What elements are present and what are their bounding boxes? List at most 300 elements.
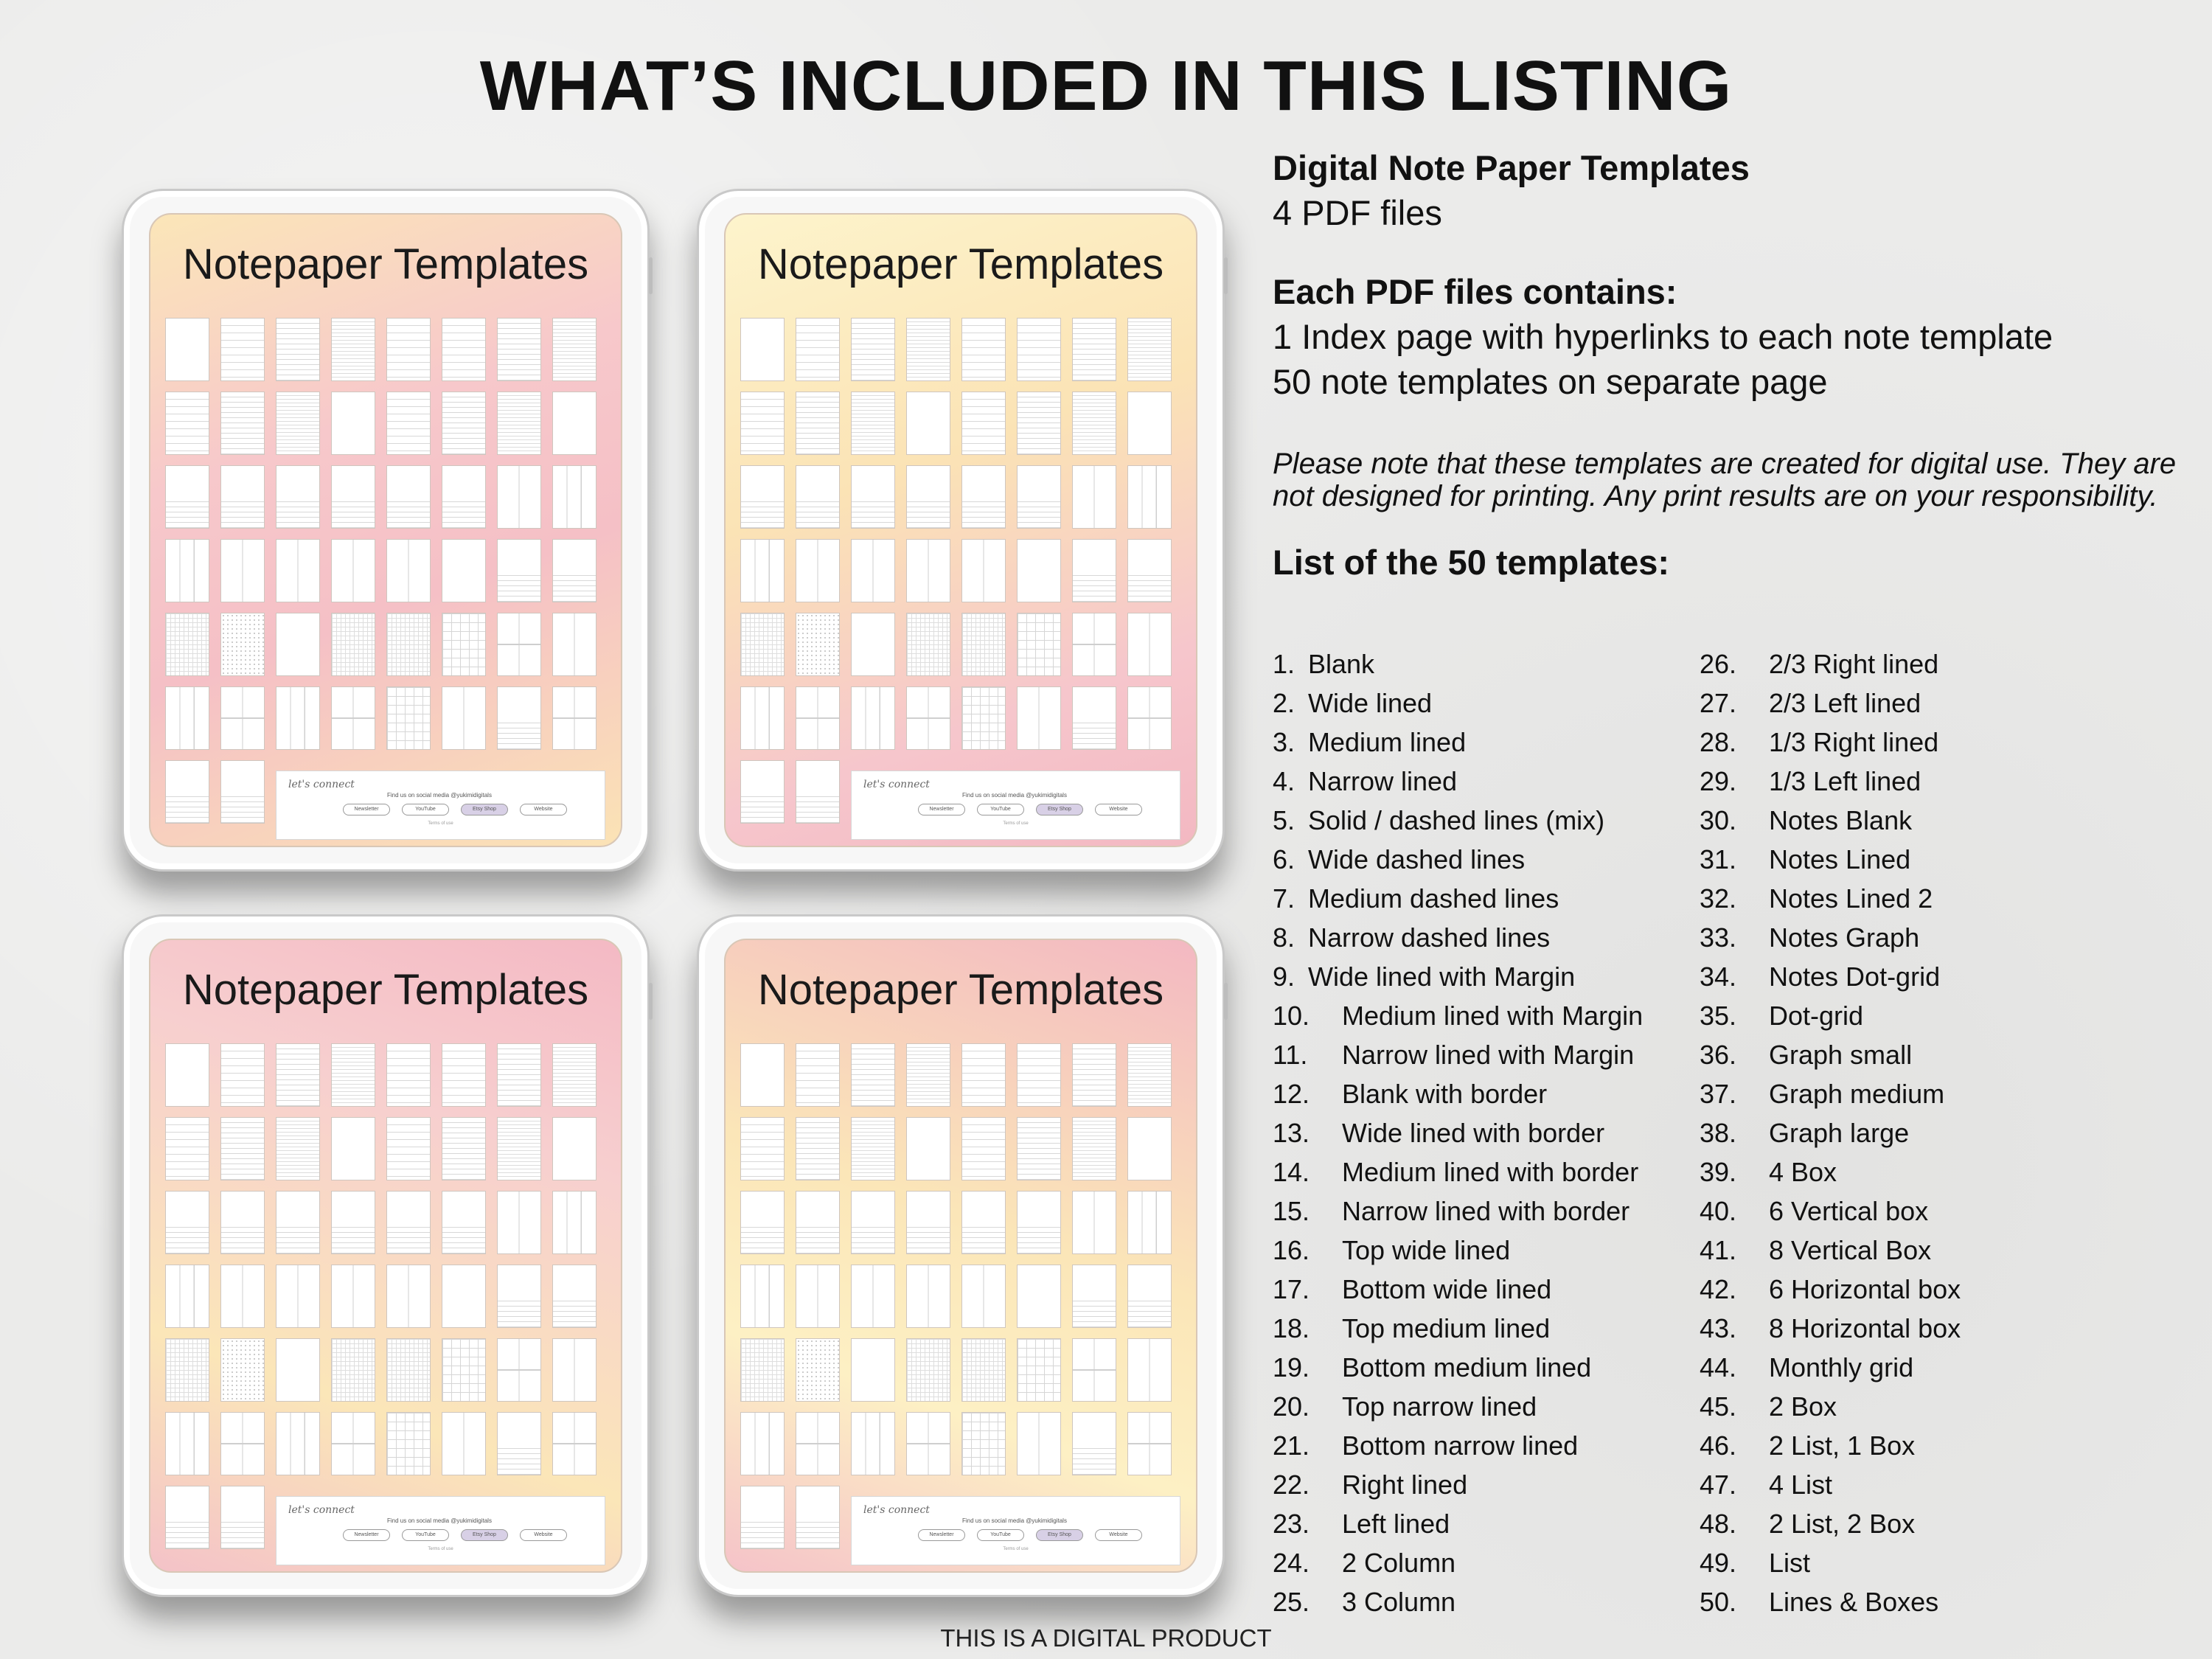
template-thumbnail[interactable] <box>1017 318 1061 381</box>
template-thumbnail[interactable] <box>497 686 541 750</box>
template-thumbnail[interactable] <box>552 539 597 602</box>
template-thumbnail[interactable] <box>386 1412 431 1475</box>
tablet-screen <box>149 213 622 847</box>
template-thumbnail[interactable] <box>796 686 840 750</box>
template-name: Medium lined with Margin <box>1342 1001 1644 1031</box>
template-thumbnail[interactable] <box>276 318 320 381</box>
template-thumbnail[interactable] <box>276 1338 320 1402</box>
template-thumbnail[interactable] <box>740 760 785 824</box>
terms-of-use: Terms of use <box>1003 1547 1029 1551</box>
tablet-title: Notepaper Templates <box>757 966 1164 1014</box>
template-thumbnail[interactable] <box>851 392 895 455</box>
template-thumbnail[interactable] <box>851 686 895 750</box>
template-thumbnail[interactable] <box>276 1191 320 1254</box>
etsy-shop-button[interactable]: Etsy Shop <box>1036 1529 1083 1541</box>
template-thumbnail[interactable] <box>165 760 209 824</box>
template-thumbnail[interactable] <box>165 1191 209 1254</box>
template-thumbnail[interactable] <box>386 613 431 676</box>
template-thumbnail[interactable] <box>961 1338 1006 1402</box>
template-thumbnail[interactable] <box>740 1117 785 1180</box>
website-button[interactable]: Website <box>1095 1529 1142 1541</box>
template-thumbnail[interactable] <box>961 392 1006 455</box>
template-list-item <box>1700 801 1961 840</box>
template-list-item <box>1700 723 1961 762</box>
template-thumbnail[interactable] <box>1072 318 1116 381</box>
template-thumbnail[interactable] <box>276 539 320 602</box>
template-thumbnail[interactable] <box>906 539 950 602</box>
template-number: 33. <box>1700 922 1737 953</box>
template-thumbnail[interactable] <box>740 686 785 750</box>
template-thumbnail[interactable] <box>331 1412 375 1475</box>
template-thumbnail[interactable] <box>220 318 265 381</box>
template-thumbnail[interactable] <box>220 1265 265 1328</box>
template-number: 40. <box>1700 1196 1737 1226</box>
template-thumbnail[interactable] <box>442 1191 486 1254</box>
template-thumbnail[interactable] <box>220 1412 265 1475</box>
template-number: 27. <box>1700 688 1737 718</box>
template-name: Medium lined with border <box>1342 1157 1639 1187</box>
template-name: Wide lined <box>1308 688 1433 718</box>
usage-note-line: not designed for printing. Any print results are on your responsibility. <box>1273 480 2158 512</box>
template-name: Notes Blank <box>1769 805 1913 835</box>
template-list-item <box>1700 1543 1961 1582</box>
template-thumbnail[interactable] <box>740 539 785 602</box>
template-name: 4 Box <box>1769 1157 1837 1187</box>
template-thumbnail[interactable] <box>552 392 597 455</box>
tablet-title: Notepaper Templates <box>182 240 589 288</box>
template-thumbnail[interactable] <box>220 1338 265 1402</box>
template-thumbnail[interactable] <box>165 1117 209 1180</box>
template-thumbnail[interactable] <box>1127 613 1172 676</box>
template-name: Narrow lined with Margin <box>1342 1040 1635 1070</box>
template-thumbnail[interactable] <box>740 1191 785 1254</box>
template-thumbnail[interactable] <box>165 1338 209 1402</box>
template-thumbnail[interactable] <box>1127 539 1172 602</box>
template-thumbnail[interactable] <box>1127 392 1172 455</box>
template-thumbnail[interactable] <box>851 465 895 529</box>
template-list-item <box>1273 1582 1643 1621</box>
template-thumbnail[interactable] <box>497 392 541 455</box>
template-thumbnail[interactable] <box>906 465 950 529</box>
template-thumbnail[interactable] <box>796 1117 840 1180</box>
tablet-title: Notepaper Templates <box>757 240 1164 288</box>
template-thumbnail[interactable] <box>331 1043 375 1107</box>
template-number: 13. <box>1273 1118 1310 1148</box>
template-number: 50. <box>1700 1587 1737 1617</box>
template-thumbnail[interactable] <box>740 1486 785 1549</box>
template-name: Narrow dashed lines <box>1308 922 1551 953</box>
newsletter-button[interactable]: Newsletter <box>918 1529 965 1541</box>
website-button[interactable]: Website <box>520 1529 567 1541</box>
template-thumbnail[interactable] <box>851 1117 895 1180</box>
template-thumbnail[interactable] <box>331 392 375 455</box>
footer-script: let's connect <box>288 779 355 790</box>
template-thumbnail[interactable] <box>1072 465 1116 529</box>
template-thumbnail[interactable] <box>961 1117 1006 1180</box>
template-thumbnail[interactable] <box>961 1043 1006 1107</box>
template-thumbnail[interactable] <box>497 1412 541 1475</box>
template-thumbnail[interactable] <box>552 613 597 676</box>
template-thumbnail[interactable] <box>851 1265 895 1328</box>
template-thumbnail[interactable] <box>276 686 320 750</box>
template-thumbnail[interactable] <box>1072 539 1116 602</box>
template-name: 1/3 Left lined <box>1769 766 1921 796</box>
etsy-shop-button[interactable]: Etsy Shop <box>461 1529 508 1541</box>
website-button[interactable]: Website <box>1095 804 1142 815</box>
template-thumbnail[interactable] <box>220 1117 265 1180</box>
template-thumbnail[interactable] <box>796 760 840 824</box>
template-thumbnail[interactable] <box>331 686 375 750</box>
template-number: 30. <box>1700 805 1737 835</box>
template-thumbnail[interactable] <box>497 318 541 381</box>
template-thumbnail[interactable] <box>442 1043 486 1107</box>
template-thumbnail[interactable] <box>906 1043 950 1107</box>
website-button[interactable]: Website <box>520 804 567 815</box>
template-thumbnail[interactable] <box>1072 613 1116 676</box>
template-number: 7. <box>1273 883 1295 914</box>
template-thumbnail[interactable] <box>497 613 541 676</box>
template-number: 24. <box>1273 1548 1310 1578</box>
template-thumbnail[interactable] <box>552 1412 597 1475</box>
template-thumbnail[interactable] <box>331 318 375 381</box>
template-thumbnail[interactable] <box>796 539 840 602</box>
template-thumbnail[interactable] <box>851 613 895 676</box>
template-list-item <box>1700 684 1961 723</box>
usage-note-line: Please note that these templates are created for digital use. They are <box>1273 448 2177 480</box>
template-name: Wide lined with border <box>1342 1118 1605 1148</box>
youtube-button[interactable]: YouTube <box>402 804 449 815</box>
newsletter-button[interactable]: Newsletter <box>343 804 390 815</box>
template-thumbnail[interactable] <box>220 1191 265 1254</box>
template-number: 4. <box>1273 766 1295 796</box>
template-thumbnail[interactable] <box>276 1412 320 1475</box>
template-thumbnail[interactable] <box>961 1412 1006 1475</box>
template-thumbnail[interactable] <box>442 613 486 676</box>
template-thumbnail[interactable] <box>220 392 265 455</box>
template-list-item <box>1273 1543 1643 1582</box>
template-thumbnail[interactable] <box>1017 1338 1061 1402</box>
template-thumbnail[interactable] <box>796 318 840 381</box>
template-thumbnail[interactable] <box>1072 1191 1116 1254</box>
template-thumbnail[interactable] <box>740 1265 785 1328</box>
template-thumbnail[interactable] <box>1127 1265 1172 1328</box>
template-name: 8 Horizontal box <box>1769 1313 1961 1343</box>
template-list-item <box>1700 1192 1961 1231</box>
template-number: 49. <box>1700 1548 1737 1578</box>
template-thumbnail[interactable] <box>331 539 375 602</box>
template-thumbnail[interactable] <box>165 686 209 750</box>
template-thumbnail[interactable] <box>276 465 320 529</box>
template-list-item <box>1700 644 1961 684</box>
template-thumbnail[interactable] <box>796 465 840 529</box>
file-count: 4 PDF files <box>1273 193 1442 232</box>
template-thumbnail[interactable] <box>497 1043 541 1107</box>
template-name: 6 Horizontal box <box>1769 1274 1961 1304</box>
template-thumbnail[interactable] <box>442 318 486 381</box>
template-list-item <box>1273 1231 1643 1270</box>
template-name: 2 Column <box>1342 1548 1456 1578</box>
template-thumbnail[interactable] <box>961 465 1006 529</box>
footer-script: let's connect <box>288 1504 355 1516</box>
template-number: 20. <box>1273 1391 1310 1422</box>
template-thumbnail[interactable] <box>1017 686 1061 750</box>
template-thumbnail[interactable] <box>961 613 1006 676</box>
template-thumbnail[interactable] <box>165 1486 209 1549</box>
template-thumbnail[interactable] <box>442 686 486 750</box>
template-thumbnail[interactable] <box>1127 1117 1172 1180</box>
template-thumbnail[interactable] <box>961 686 1006 750</box>
template-thumbnail[interactable] <box>851 318 895 381</box>
template-list-item <box>1273 1035 1643 1074</box>
template-thumbnail[interactable] <box>906 1265 950 1328</box>
template-thumbnail[interactable] <box>851 1043 895 1107</box>
template-thumbnail[interactable] <box>165 1043 209 1107</box>
template-list-item <box>1273 801 1643 840</box>
template-thumbnail[interactable] <box>1017 613 1061 676</box>
template-thumbnail[interactable] <box>1127 1412 1172 1475</box>
template-number: 25. <box>1273 1587 1310 1617</box>
template-thumbnail[interactable] <box>386 392 431 455</box>
template-thumbnail[interactable] <box>796 1043 840 1107</box>
template-thumbnail[interactable] <box>497 1191 541 1254</box>
template-thumbnail[interactable] <box>386 1043 431 1107</box>
template-thumbnail[interactable] <box>1127 318 1172 381</box>
template-thumbnail[interactable] <box>1127 465 1172 529</box>
template-thumbnail[interactable] <box>386 318 431 381</box>
template-thumbnail[interactable] <box>851 1191 895 1254</box>
template-list-item <box>1273 879 1643 918</box>
template-thumbnail[interactable] <box>961 1265 1006 1328</box>
template-thumbnail[interactable] <box>552 1338 597 1402</box>
template-thumbnail[interactable] <box>220 613 265 676</box>
template-thumbnail[interactable] <box>331 1338 375 1402</box>
template-thumbnail[interactable] <box>1072 686 1116 750</box>
template-thumbnail[interactable] <box>442 539 486 602</box>
template-thumbnail[interactable] <box>796 1191 840 1254</box>
template-number: 29. <box>1700 766 1737 796</box>
template-thumbnail[interactable] <box>497 539 541 602</box>
template-thumbnail[interactable] <box>497 1338 541 1402</box>
template-thumbnail[interactable] <box>165 613 209 676</box>
template-thumbnail[interactable] <box>740 1338 785 1402</box>
template-thumbnail[interactable] <box>1017 392 1061 455</box>
template-thumbnail[interactable] <box>497 1265 541 1328</box>
template-thumbnail[interactable] <box>331 1117 375 1180</box>
template-thumbnail[interactable] <box>906 1117 950 1180</box>
template-name: Dot-grid <box>1769 1001 1864 1031</box>
template-thumbnail[interactable] <box>276 1117 320 1180</box>
template-thumbnail[interactable] <box>1017 539 1061 602</box>
template-thumbnail[interactable] <box>740 392 785 455</box>
template-name: Notes Lined 2 <box>1769 883 1933 914</box>
template-thumbnail[interactable] <box>165 318 209 381</box>
youtube-button[interactable]: YouTube <box>977 1529 1024 1541</box>
template-list-item <box>1700 762 1961 801</box>
template-thumbnail[interactable] <box>386 465 431 529</box>
template-thumbnail[interactable] <box>220 686 265 750</box>
template-thumbnail[interactable] <box>1072 1412 1116 1475</box>
template-thumbnail[interactable] <box>276 392 320 455</box>
template-thumbnail[interactable] <box>442 1338 486 1402</box>
template-thumbnail[interactable] <box>386 539 431 602</box>
template-thumbnail[interactable] <box>386 1265 431 1328</box>
contents-heading: Each PDF files contains: <box>1273 272 1677 311</box>
template-thumbnail[interactable] <box>1072 1043 1116 1107</box>
template-thumbnail[interactable] <box>1017 465 1061 529</box>
template-thumbnail[interactable] <box>497 1117 541 1180</box>
template-thumbnail[interactable] <box>331 1265 375 1328</box>
template-number: 43. <box>1700 1313 1737 1343</box>
template-thumbnail[interactable] <box>906 1338 950 1402</box>
template-thumbnail[interactable] <box>1072 1265 1116 1328</box>
template-thumbnail[interactable] <box>1072 392 1116 455</box>
template-thumbnail[interactable] <box>220 760 265 824</box>
template-thumbnail[interactable] <box>740 318 785 381</box>
newsletter-button[interactable]: Newsletter <box>343 1529 390 1541</box>
template-thumbnail[interactable] <box>1127 1043 1172 1107</box>
template-thumbnail[interactable] <box>740 1043 785 1107</box>
template-thumbnail[interactable] <box>961 539 1006 602</box>
template-list-item <box>1273 1387 1643 1426</box>
template-thumbnail[interactable] <box>276 1043 320 1107</box>
template-name: Graph medium <box>1769 1079 1945 1109</box>
template-thumbnail[interactable] <box>386 1338 431 1402</box>
etsy-shop-button[interactable]: Etsy Shop <box>1036 804 1083 815</box>
template-thumbnail[interactable] <box>331 1191 375 1254</box>
template-thumbnail[interactable] <box>1072 1117 1116 1180</box>
template-thumbnail[interactable] <box>442 465 486 529</box>
template-thumbnail[interactable] <box>1017 1191 1061 1254</box>
template-thumbnail[interactable] <box>906 613 950 676</box>
template-name: Bottom wide lined <box>1342 1274 1552 1304</box>
template-number: 21. <box>1273 1430 1310 1461</box>
template-name: 8 Vertical Box <box>1769 1235 1932 1265</box>
template-number: 3. <box>1273 727 1295 757</box>
template-list-column-2 <box>1700 644 1961 1621</box>
template-thumbnail[interactable] <box>740 465 785 529</box>
template-number: 22. <box>1273 1470 1310 1500</box>
template-thumbnail[interactable] <box>220 465 265 529</box>
template-number: 41. <box>1700 1235 1737 1265</box>
template-thumbnail[interactable] <box>1017 1265 1061 1328</box>
template-thumbnail[interactable] <box>442 1412 486 1475</box>
newsletter-button[interactable]: Newsletter <box>918 804 965 815</box>
template-thumbnail[interactable] <box>442 392 486 455</box>
template-thumbnail[interactable] <box>497 465 541 529</box>
template-thumbnail[interactable] <box>1017 1117 1061 1180</box>
template-thumbnail[interactable] <box>906 1412 950 1475</box>
template-list-item <box>1273 957 1643 996</box>
template-thumbnail[interactable] <box>552 465 597 529</box>
template-thumbnail[interactable] <box>851 539 895 602</box>
template-thumbnail[interactable] <box>906 1191 950 1254</box>
template-list-item <box>1273 1074 1643 1113</box>
template-thumbnail[interactable] <box>740 613 785 676</box>
template-list-item <box>1700 879 1961 918</box>
template-thumbnail[interactable] <box>165 392 209 455</box>
template-thumbnail[interactable] <box>906 686 950 750</box>
template-thumbnail[interactable] <box>386 1117 431 1180</box>
template-number: 48. <box>1700 1509 1737 1539</box>
template-thumbnail[interactable] <box>386 1191 431 1254</box>
template-thumbnail[interactable] <box>552 1043 597 1107</box>
template-thumbnail[interactable] <box>906 392 950 455</box>
template-thumbnail[interactable] <box>552 1191 597 1254</box>
youtube-button[interactable]: YouTube <box>977 804 1024 815</box>
template-thumbnail[interactable] <box>851 1412 895 1475</box>
template-thumbnail[interactable] <box>1127 1338 1172 1402</box>
template-number: 28. <box>1700 727 1737 757</box>
template-thumbnail[interactable] <box>740 1412 785 1475</box>
template-thumbnail[interactable] <box>1072 1338 1116 1402</box>
template-thumbnail[interactable] <box>961 1191 1006 1254</box>
template-thumbnail[interactable] <box>220 539 265 602</box>
template-number: 31. <box>1700 844 1737 874</box>
template-thumbnail[interactable] <box>1127 686 1172 750</box>
template-thumbnail[interactable] <box>552 1117 597 1180</box>
template-thumbnail[interactable] <box>220 1043 265 1107</box>
template-thumbnail[interactable] <box>276 613 320 676</box>
template-thumbnail[interactable] <box>1127 1191 1172 1254</box>
template-name: Blank with border <box>1342 1079 1548 1109</box>
template-name: 2/3 Right lined <box>1769 649 1939 679</box>
template-thumbnail[interactable] <box>1017 1412 1061 1475</box>
template-thumbnail[interactable] <box>796 613 840 676</box>
template-name: Notes Graph <box>1769 922 1920 953</box>
template-thumbnail[interactable] <box>165 1265 209 1328</box>
template-thumbnail[interactable] <box>386 686 431 750</box>
template-thumbnail[interactable] <box>220 1486 265 1549</box>
template-name: 4 List <box>1769 1470 1833 1500</box>
template-thumbnail[interactable] <box>165 465 209 529</box>
template-thumbnail[interactable] <box>276 1265 320 1328</box>
tablet-screen <box>724 939 1197 1573</box>
template-thumbnail[interactable] <box>796 1265 840 1328</box>
template-thumbnail[interactable] <box>165 1412 209 1475</box>
template-thumbnail[interactable] <box>442 1265 486 1328</box>
template-thumbnail[interactable] <box>552 318 597 381</box>
template-thumbnail[interactable] <box>442 1117 486 1180</box>
template-list-item <box>1700 1035 1961 1074</box>
template-thumbnail[interactable] <box>331 613 375 676</box>
template-list-item <box>1273 996 1643 1035</box>
template-thumbnail[interactable] <box>1017 1043 1061 1107</box>
template-thumbnail[interactable] <box>796 392 840 455</box>
youtube-button[interactable]: YouTube <box>402 1529 449 1541</box>
etsy-shop-button[interactable]: Etsy Shop <box>461 804 508 815</box>
template-number: 26. <box>1700 649 1737 679</box>
template-thumbnail[interactable] <box>165 539 209 602</box>
template-thumbnail[interactable] <box>961 318 1006 381</box>
template-thumbnail[interactable] <box>796 1338 840 1402</box>
listing-info <box>1273 147 2187 582</box>
template-name: Graph large <box>1769 1118 1910 1148</box>
template-thumbnail[interactable] <box>906 318 950 381</box>
template-list-item <box>1700 1231 1961 1270</box>
template-thumbnail[interactable] <box>331 465 375 529</box>
template-thumbnail[interactable] <box>552 1265 597 1328</box>
template-number: 11. <box>1273 1040 1308 1070</box>
template-thumbnail[interactable] <box>796 1412 840 1475</box>
template-list-item <box>1700 1348 1961 1387</box>
template-thumbnail[interactable] <box>796 1486 840 1549</box>
template-thumbnail[interactable] <box>851 1338 895 1402</box>
template-name: Notes Lined <box>1769 844 1911 874</box>
template-thumbnail[interactable] <box>552 686 597 750</box>
template-list-item <box>1273 762 1643 801</box>
digital-product-note: THIS IS A DIGITAL PRODUCT <box>940 1624 1272 1652</box>
template-name: Graph small <box>1769 1040 1913 1070</box>
